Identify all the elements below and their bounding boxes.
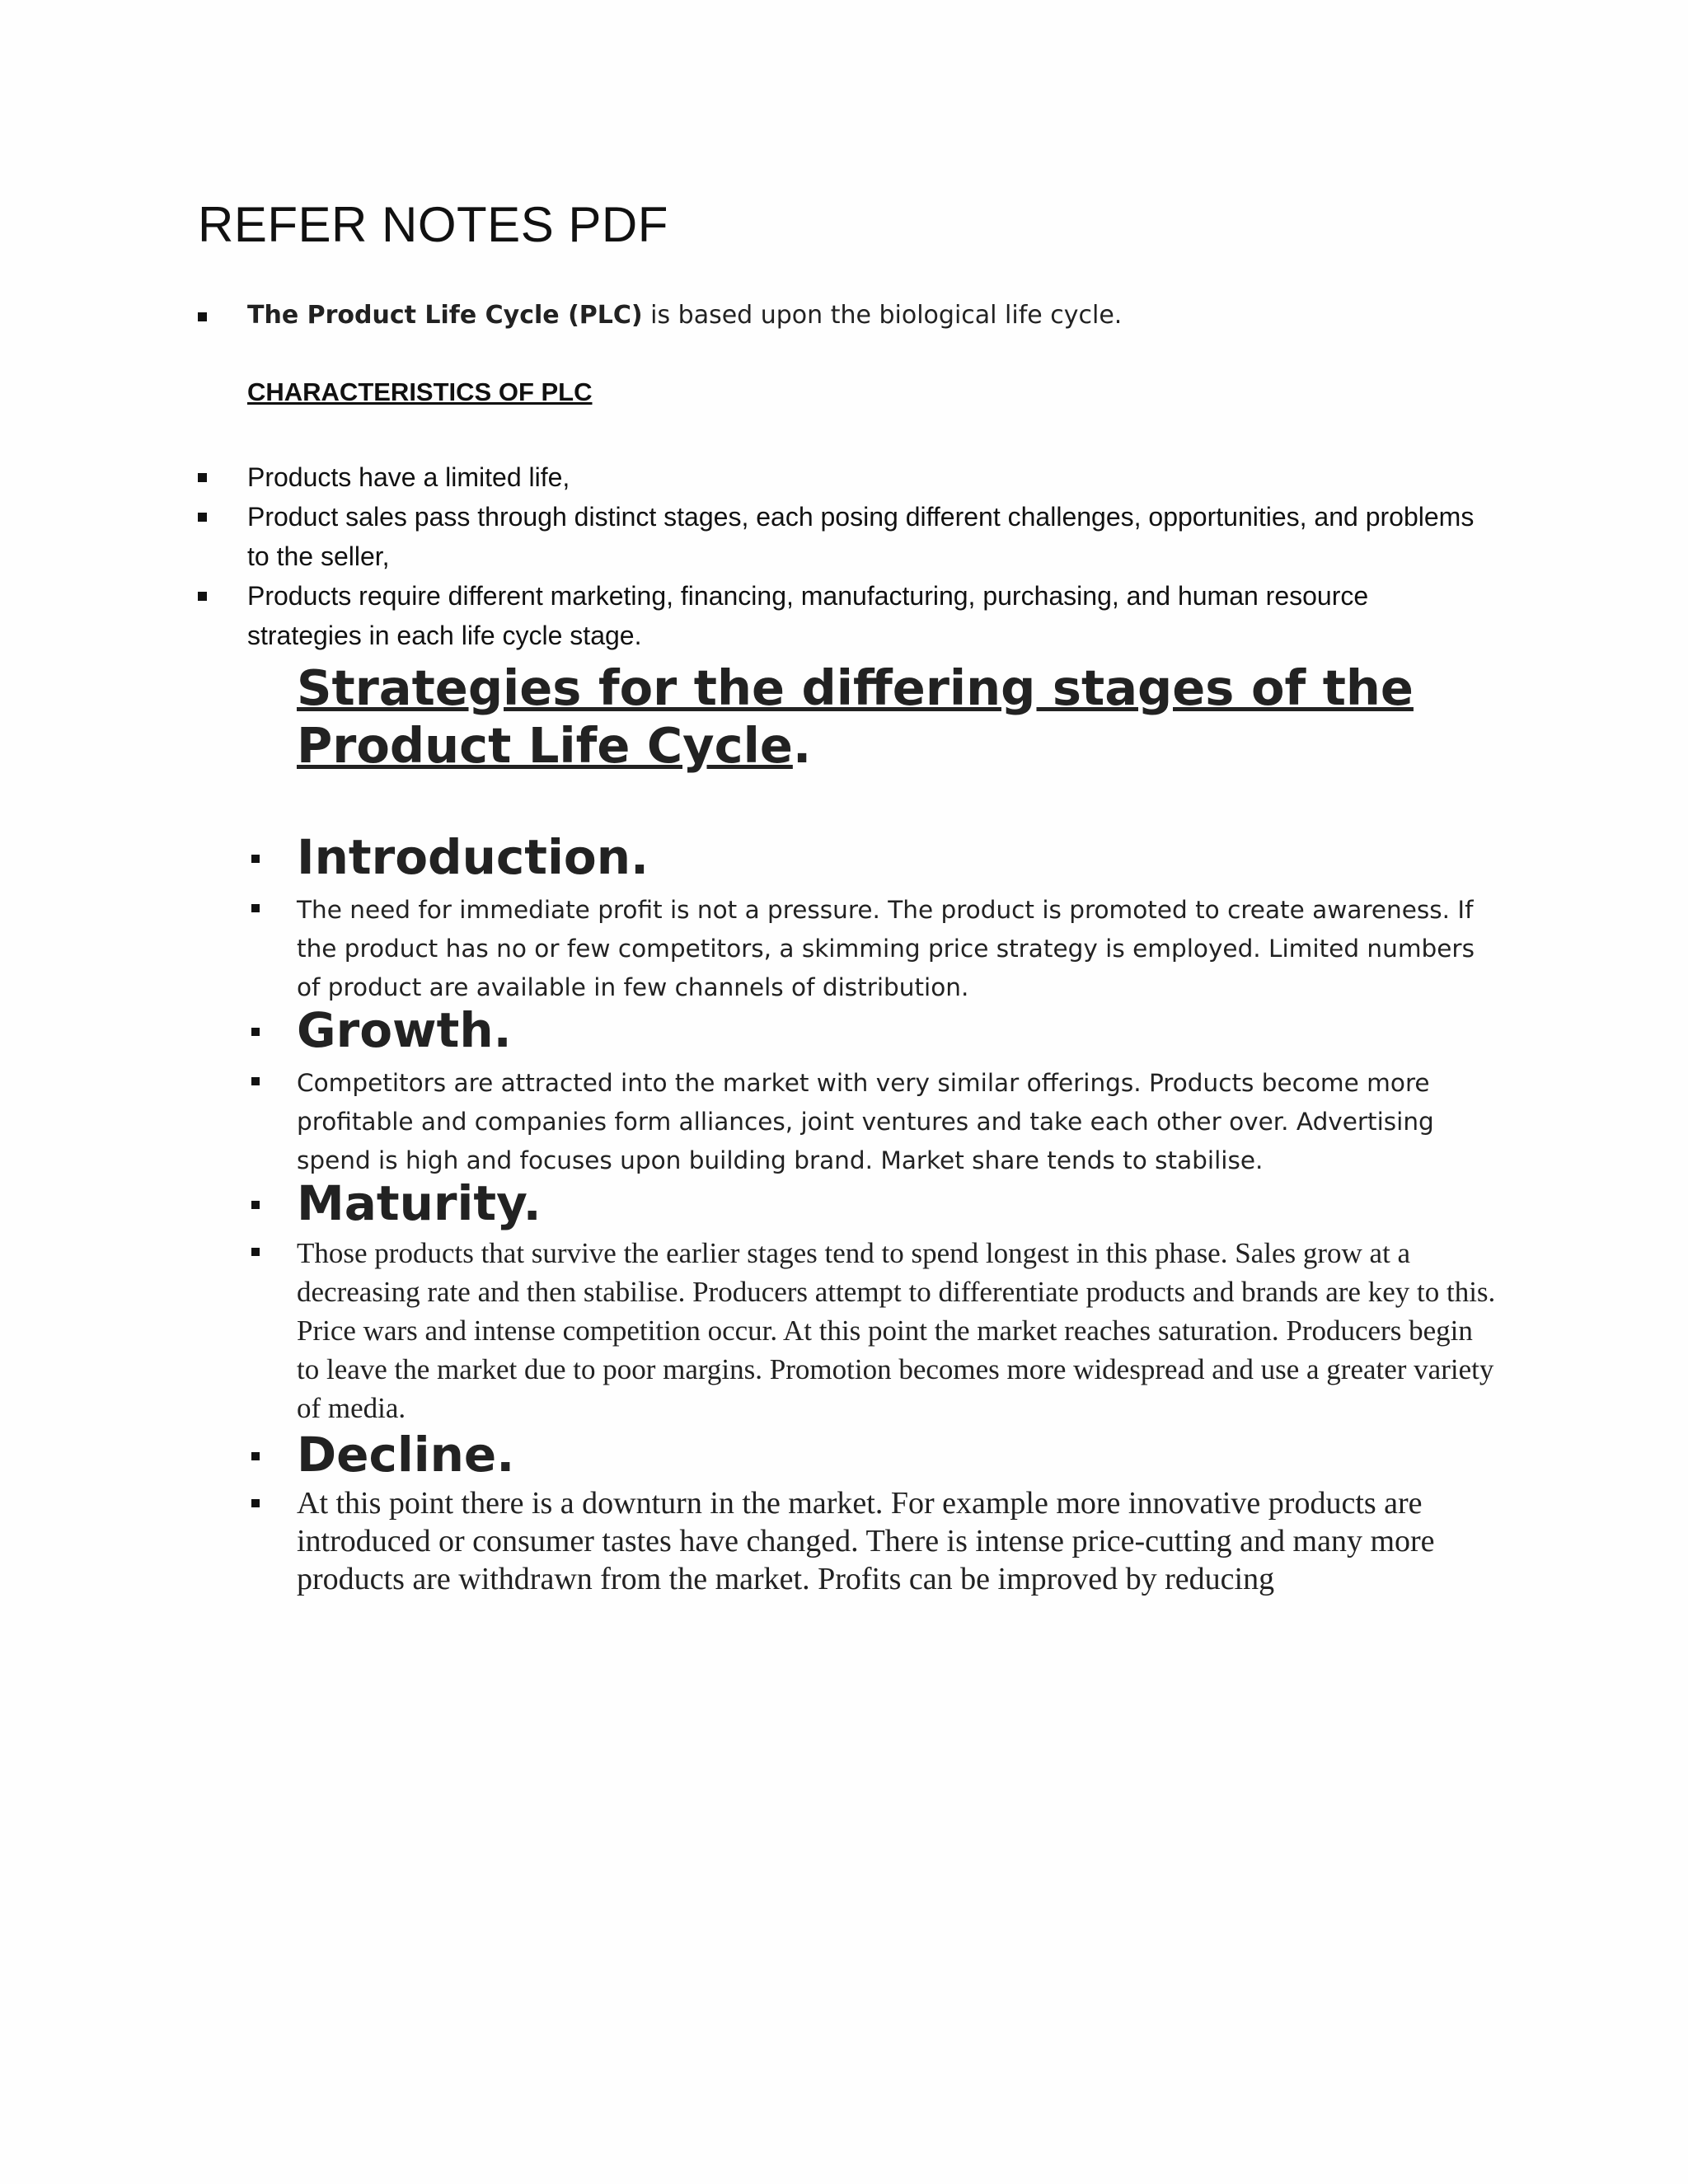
list-item-text: Products have a limited life, — [247, 462, 570, 492]
list-item — [198, 457, 1484, 497]
stage-text-growth — [247, 1064, 1500, 1180]
stage-heading-text: Decline. — [297, 1427, 515, 1483]
bullet-icon — [251, 1077, 260, 1085]
plc-intro-bold: The Product Life Cycle (PLC) — [247, 301, 643, 330]
bullet-icon — [198, 513, 207, 522]
stage-heading-text: Introduction. — [297, 829, 649, 885]
bullet-icon — [198, 473, 207, 482]
list-item-text: Products require different marketing, financing, manufacturing, purchasing, and human resource strategies in each life cycle stage. — [247, 581, 1369, 650]
list-item-text: Product sales pass through distinct stages, each posing different challenges, opportunities, and problems to the seller, — [247, 502, 1475, 571]
page-title: REFER NOTES PDF — [198, 197, 668, 252]
bullet-icon — [251, 1201, 260, 1209]
stage-paragraph: At this point there is a downturn in the market. For example more innovative products are introduced or consumer tastes have changed. There is intense price-cutting and many more products are withdrawn from the market. Profits can be improved by reducing — [297, 1486, 1435, 1596]
bullet-icon — [251, 1248, 260, 1256]
list-item — [198, 576, 1484, 655]
stage-heading-text: Maturity. — [297, 1175, 542, 1231]
stage-heading-text: Growth. — [297, 1002, 512, 1058]
bullet-icon — [251, 855, 260, 863]
characteristics-heading: CHARACTERISTICS OF PLC — [247, 377, 593, 406]
stage-text-maturity — [247, 1234, 1500, 1427]
plc-intro-text — [247, 301, 1122, 330]
stage-paragraph: The need for immediate profit is not a pressure. The product is promoted to create awareness. If the product has no or few competitors, a skimming price strategy is employed. Limited numbers of product are available in few channels of distribution. — [297, 896, 1475, 1001]
bullet-icon — [198, 312, 207, 321]
strategies-heading-text: Strategies for the differing stages of the Product Life Cycle — [297, 659, 1414, 774]
stage-paragraph: Competitors are attracted into the market with very similar offerings. Products become more profitable and companies form alliances, joint ventures and take each other over. Advertising spend is high and focuses upon building brand. Market share tends to stabilise. — [297, 1069, 1434, 1174]
bullet-icon — [251, 1028, 260, 1036]
list-item — [198, 497, 1484, 576]
stage-paragraph: Those products that survive the earlier stages tend to spend longest in this phase. Sales grow at a decreasing rate and then stabilise. Producers attempt to differentiate products and brands are key to this. Price wars and intense competition occur. At this point the market reaches saturation. Producers begin to leave the market due to poor margins. Promotion becomes more widespread and use a greater variety of media. — [297, 1237, 1496, 1424]
bullet-icon — [251, 1452, 260, 1460]
bullet-icon — [251, 904, 260, 912]
characteristics-list — [198, 457, 1484, 655]
plc-intro-rest: is based upon the biological life cycle. — [642, 301, 1123, 330]
stage-text-introduction — [247, 891, 1500, 1007]
strategies-heading — [297, 659, 1451, 775]
stage-text-decline — [247, 1484, 1500, 1598]
strategies-heading-period: . — [792, 717, 812, 774]
bullet-icon — [251, 1499, 260, 1507]
bullet-icon — [198, 592, 207, 601]
